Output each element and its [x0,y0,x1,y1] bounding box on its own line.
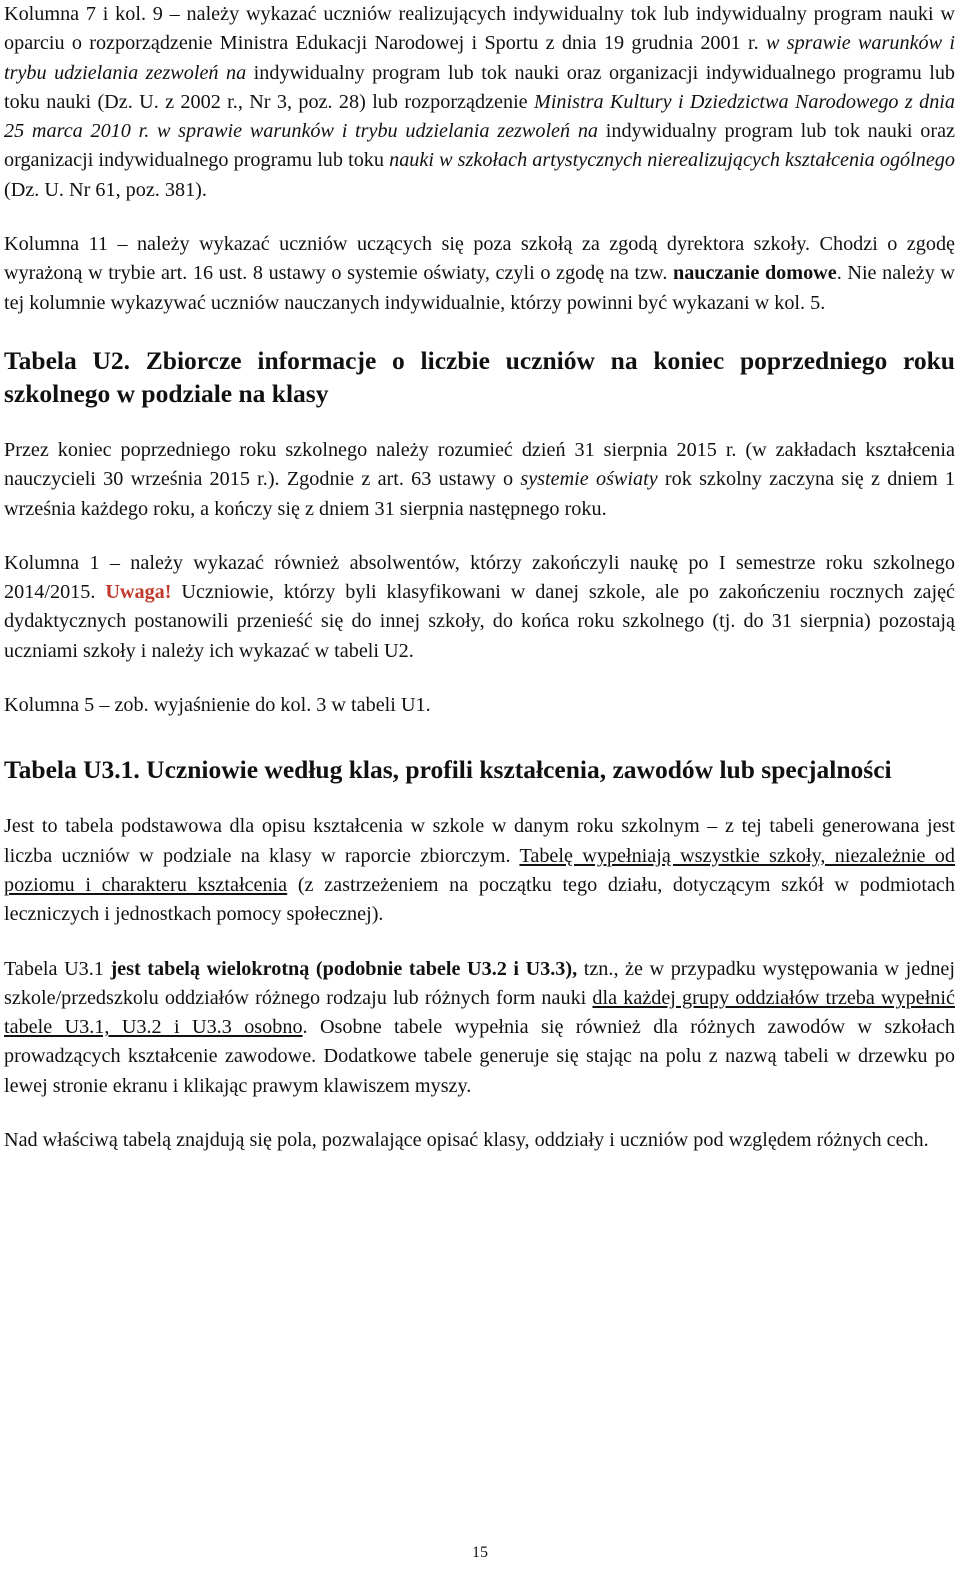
document-body [4,0,955,1155]
paragraph-kolumna-5: Kolumna 5 – zob. wyjaśnienie do kol. 3 w tabeli U1. [4,694,431,717]
text-run: . Osobne tabele wypełnia się również dla różnych zawodów w szkołach prowadzących kształcenie zawodowe. Dodatkowe tabele generuje się stając na polu z nazwą tabeli w drzewku po lewej stronie ekranu i klikając prawym klawiszem myszy. [4,1016,955,1097]
italic-run: w sprawie warunków i trybu udzielania zezwoleń na [4,32,955,84]
text-run: Tabela U3.1 [4,957,111,980]
heading-tabela-u2: Tabela U2. Zbiorcze informacje o liczbie uczniów na koniec poprzedniego roku szkolnego w podziale na klasy [4,345,955,408]
text-run: Kolumna 11 – należy wykazać uczniów uczących się poza szkołą za zgodą dyrektora szkoły. Chodzi o zgodę wyrażoną w trybie art. 16 ust. 8 ustawy o systemie oświaty, czyli o zgodę na tzw. [4,233,955,285]
text-run: Kolumna 7 i kol. 9 – należy wykazać uczniów realizujących indywidualny tok lub indywidualny program nauki w oparciu o rozporządzenie Ministra Edukacji Narodowej i Sportu z dnia 19 grudnia 2001 r. [4,3,955,55]
text-run: (Dz. U. Nr 61, poz. 381). [4,178,207,201]
text-run: Jest to tabela podstawowa dla opisu kształcenia w szkole w danym roku szkolnym – z tej tabeli generowana jest liczba uczniów w podziale na klasy w raporcie zbiorczym. [4,815,955,867]
text-run: Uczniowie, którzy byli klasyfikowani w danej szkole, ale po zakończeniu rocznych zajęć dydaktycznych postanowili przenieść się do innej szkoły, do końca roku szkolnego (tj. do 31 sierpnia) pozostają uczniami szkoły i należy ich wykazać w tabeli U2. [4,581,956,662]
underlined-run: Tabelę wypełniają wszystkie szkoły, niezależnie od poziomu i charakteru kształcenia [4,844,955,896]
heading-tabela-u3-1: Tabela U3.1. Uczniowie według klas, profili kształcenia, zawodów lub specjalności [4,755,892,785]
paragraph-tabela-wielokrotna [4,955,955,1101]
underlined-run: dla każdej grupy oddziałów trzeba wypełnić tabele U3.1, U3.2 i U3.3 osobno [4,986,955,1039]
italic-run: nauki w szkołach artystycznych nierealizujących kształcenia ogólnego [389,149,955,172]
paragraph-kolumna-7-9 [4,0,955,205]
bold-run: nauczanie domowe [672,262,837,285]
paragraph-tabela-podstawowa [4,812,955,929]
text-run: indywidualny program lub tok nauki oraz organizacji indywidualnego programu lub toku [4,120,955,172]
text-run: (z zastrzeżeniem na początku tego działu, dotyczącym szkół w podmiotach leczniczych i jednostkach pomocy społecznej). [4,873,955,926]
text-run: . Nie należy w tej kolumnie wykazywać uczniów nauczanych indywidualnie, którzy powinni być wykazani w kol. 5. [4,262,955,314]
text-run: indywidualny program lub tok nauki oraz organizacji indywidualnego programu lub toku nauki (Dz. U. z 2002 r., Nr 3, poz. 28) lub rozporządzenie [4,61,956,113]
bold-run: jest tabelą wielokrotną (podobnie tabele U3.2 i U3.3), [110,957,578,980]
text-run: Kolumna 1 – należy wykazać również absolwentów, którzy zakończyli naukę po I semestrze roku szkolnego 2014/2015. [4,551,955,604]
paragraph-kolumna-11 [4,230,955,318]
italic-run: systemie oświaty [520,468,658,491]
page-number: 15 [472,1544,488,1561]
text-run: tzn., że w przypadku występowania w jednej szkole/przedszkolu oddziałów różnego rodzaju lub różnych form nauki [4,957,955,1009]
paragraph-kolumna-1 [4,549,955,666]
italic-run: Ministra Kultury i Dziedzictwa Narodowego z dnia 25 marca 2010 r. w sprawie warunków i trybu udzielania zezwoleń na [4,90,955,143]
text-run: Przez koniec poprzedniego roku szkolnego należy rozumieć dzień 31 sierpnia 2015 r. (w zakładach kształcenia nauczycieli 30 września 2015 r.). Zgodnie z art. 63 ustawy o [4,438,955,491]
paragraph-pola-opisu: Nad właściwą tabelą znajdują się pola, pozwalające opisać klasy, oddziały i uczniów pod względem różnych cech. [4,1129,929,1152]
warning-label: Uwaga! [105,581,172,604]
paragraph-koniec-roku [4,436,955,524]
text-run: rok szkolny zaczyna się z dniem 1 września każdego roku, a kończy się z dniem 31 sierpnia następnego roku. [4,468,956,520]
